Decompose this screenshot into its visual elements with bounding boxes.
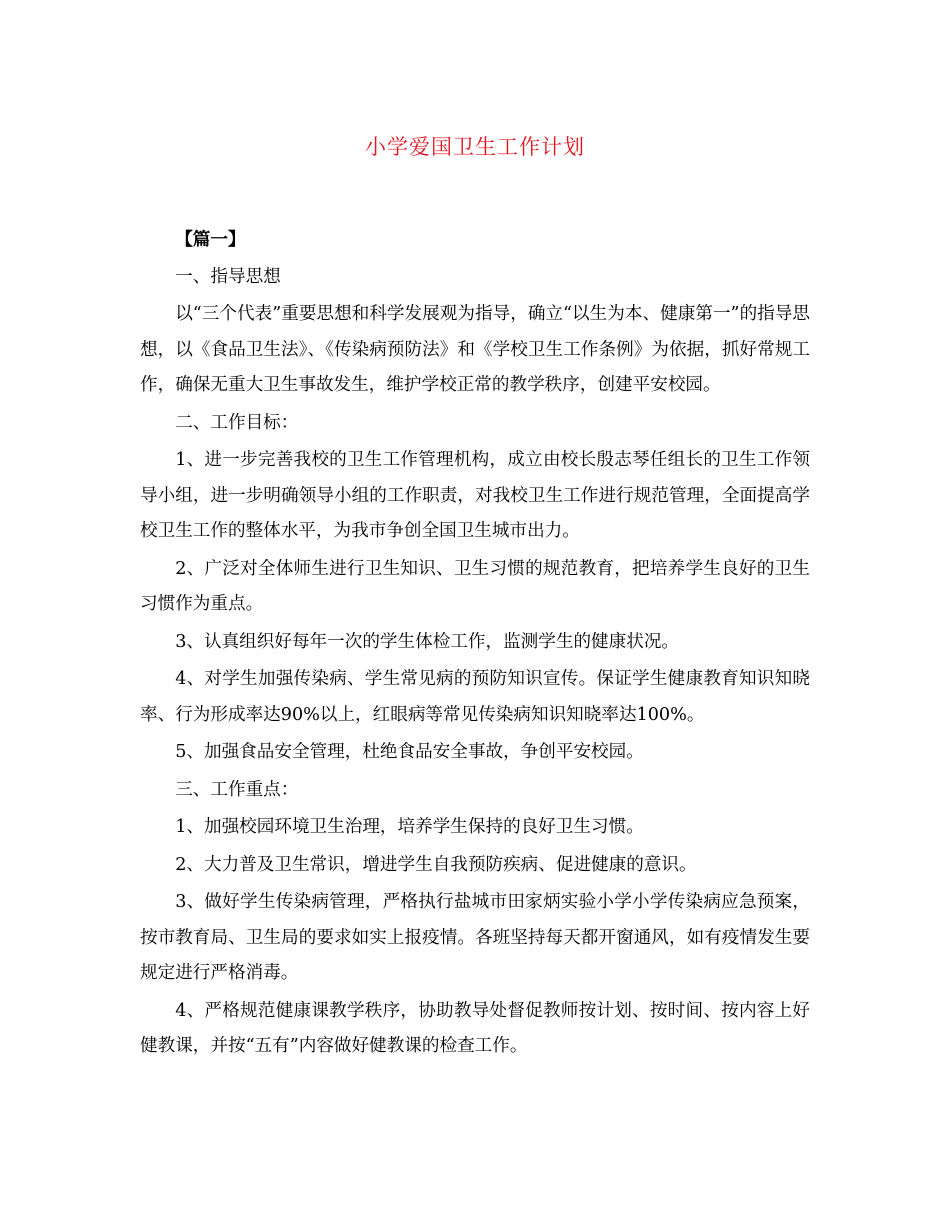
list-item: 4、严格规范健康课教学秩序，协助教导处督促教师按计划、按时间、按内容上好健教课，并按“五有”内容做好健教课的检查工作。 xyxy=(140,1000,810,1056)
list-item: 5、加强食品安全管理，杜绝食品安全事故，争创平安校园。 xyxy=(175,742,644,762)
document-title: 小学爱国卫生工作计划 xyxy=(365,135,585,159)
list-item: 1、进一步完善我校的卫生工作管理机构，成立由校长殷志琴任组长的卫生工作领导小组，进一步明确领导小组的工作职责，对我校卫生工作进行规范管理，全面提高学校卫生工作的整体水平，为我市争创全国卫生城市出力。 xyxy=(140,450,810,541)
document-body xyxy=(140,222,810,1067)
section-heading: 二、工作目标： xyxy=(175,412,299,433)
section-marker: 【篇一】 xyxy=(175,229,246,250)
list-item: 2、广泛对全体师生进行卫生知识、卫生习惯的规范教育，把培养学生良好的卫生习惯作为重点。 xyxy=(140,558,810,614)
section-heading: 一、指导思想 xyxy=(175,266,281,287)
list-item: 3、做好学生传染病管理，严格执行盐城市田家炳实验小学小学传染病应急预案，按市教育局、卫生局的要求如实上报疫情。各班坚持每天都开窗通风，如有疫情发生要规定进行严格消毒。 xyxy=(140,892,810,983)
section-heading: 三、工作重点： xyxy=(175,779,299,800)
list-item: 2、大力普及卫生常识，增进学生自我预防疾病、促进健康的意识。 xyxy=(175,854,697,875)
paragraph: 以“三个代表”重要思想和科学发展观为指导，确立“以生为本、健康第一”的指导思想，以《食品卫生法》、《传染病预防法》和《学校卫生工作条例》为依据，抓好常规工作，确保无重大卫生事故发生，维护学校正常的教学秩序，创建平安校园。 xyxy=(140,304,810,395)
list-item: 3、认真组织好每年一次的学生体检工作，监测学生的健康状况。 xyxy=(175,631,680,652)
list-item: 4、对学生加强传染病、学生常见病的预防知识宣传。保证学生健康教育知识知晓率、行为形成率达90%以上，红眼病等常见传染病知识知晓率达100%。 xyxy=(140,669,810,725)
list-item: 1、加强校园环境卫生治理，培养学生保持的良好卫生习惯。 xyxy=(175,817,644,837)
